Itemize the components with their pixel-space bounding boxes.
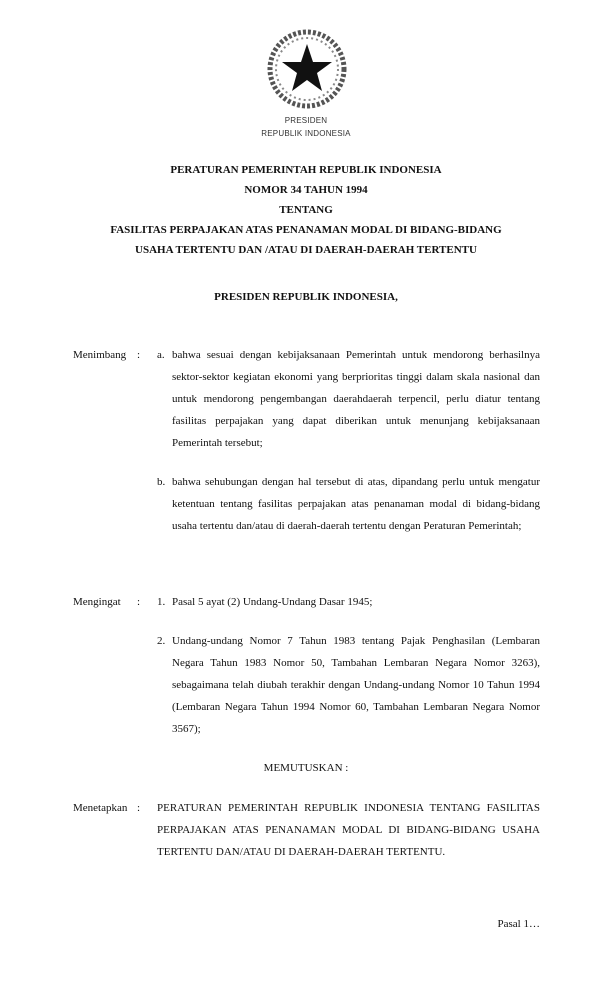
menimbang-label: Menimbang — [73, 349, 127, 361]
title-line-2: NOMOR 34 TAHUN 1994 — [244, 184, 368, 196]
next-page-marker: Pasal 1… — [497, 918, 540, 930]
colon: : — [137, 802, 141, 814]
header-line-2: REPUBLIK INDONESIA — [261, 129, 351, 138]
mengingat-label: Mengingat — [73, 596, 121, 608]
menetapkan-label: Menetapkan — [73, 802, 128, 814]
title-line-5: USAHA TERTENTU DAN /ATAU DI DAERAH-DAERAH TERTENTU — [135, 244, 477, 256]
item-number: a. — [157, 349, 165, 361]
title-line-1: PERATURAN PEMERINTAH REPUBLIK INDONESIA — [170, 164, 442, 176]
item-number: b. — [157, 476, 166, 488]
issuer: PRESIDEN REPUBLIK INDONESIA, — [214, 291, 398, 303]
colon: : — [137, 596, 141, 608]
item-number: 1. — [157, 596, 166, 608]
menimbang-item-a: bahwa sesuai dengan kebijaksanaan Pemerintah untuk mendorong berhasilnya sektor-sektor kegiatan ekonomi yang berprioritas tinggi dalam skala nasional dan untuk mendorong pengembangan daerahdaerah terpencil, perlu diatur tentang fasilitas perpajakan yang dapat diberikan untuk menunjang kebijaksanaan Pemerintah tersebut; — [172, 349, 540, 449]
title-line-3: TENTANG — [279, 204, 333, 216]
colon: : — [137, 349, 141, 361]
memutuskan-heading: MEMUTUSKAN : — [263, 762, 349, 774]
menetapkan-text: PERATURAN PEMERINTAH REPUBLIK INDONESIA TENTANG FASILITAS PERPAJAKAN ATAS PENANAMAN MODAL DI BIDANG-BIDANG USAHA TERTENTU DAN/ATAU DI DAERAH-DAERAH TERTENTU. — [157, 802, 540, 858]
mengingat-item-1: Pasal 5 ayat (2) Undang-Undang Dasar 1945; — [172, 596, 373, 608]
title-line-4: FASILITAS PERPAJAKAN ATAS PENANAMAN MODAL DI BIDANG-BIDANG — [110, 224, 502, 236]
header-line-1: PRESIDEN — [284, 116, 328, 125]
menimbang-item-b: bahwa sehubungan dengan hal tersebut di atas, dipandang perlu untuk mengatur ketentuan tentang fasilitas perpajakan atas penanaman modal di bidang-bidang usaha tertentu dan/atau di daerah-daerah tertentu dengan Peraturan Pemerintah; — [172, 476, 540, 532]
presidential-seal-icon — [266, 28, 348, 110]
mengingat-item-2: Undang-undang Nomor 7 Tahun 1983 tentang Pajak Penghasilan (Lembaran Negara Tahun 1983 Nomor 50, Tambahan Lembaran Negara Nomor 3263), sebagaimana telah diubah terakhir dengan Undang-undang Nomor 10 Tahun 1994 (Lembaran Negara Tahun 1994 Nomor 60, Tambahan Lembaran Negara Nomor 3567); — [172, 635, 540, 735]
item-number: 2. — [157, 635, 166, 647]
